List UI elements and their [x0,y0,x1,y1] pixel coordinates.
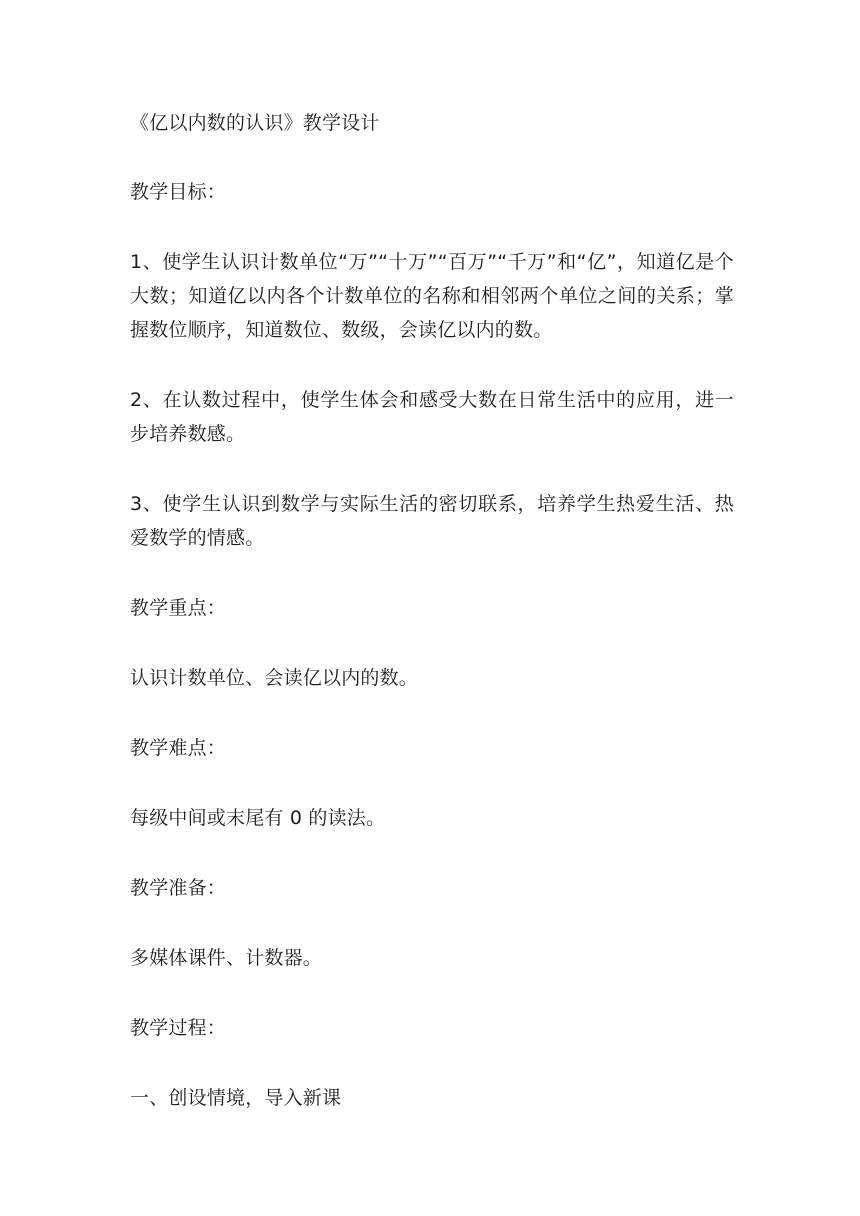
difficulties-text: 每级中间或末尾有 0 的读法。 [130,807,386,829]
difficulties-heading: 教学难点： [130,737,227,759]
key-points-text: 认识计数单位、会读亿以内的数。 [130,667,419,689]
process-heading: 教学过程： [130,1017,227,1039]
preparation-heading: 教学准备： [130,877,227,899]
objective-item-1: 1、使学生认识计数单位“万”“十万”“百万”“千万”和“亿”，知道亿是个大数；知道亿以内各个计数单位的名称和相邻两个单位之间的关系；掌握数位顺序，知道数位、数级，会读亿以内的数。 [130,251,734,341]
objective-item-2: 2、在认数过程中，使学生体会和感受大数在日常生活中的应用，进一步培养数感。 [130,389,734,445]
document-body [130,106,734,1151]
objective-item-3: 3、使学生认识到数学与实际生活的密切联系，培养学生热爱生活、热爱数学的情感。 [130,493,734,549]
objectives-heading: 教学目标： [130,181,227,203]
document-title: 《亿以内数的认识》教学设计 [130,112,380,134]
key-points-heading: 教学重点： [130,597,227,619]
preparation-text: 多媒体课件、计数器。 [130,947,323,969]
process-step-1: 一、创设情境，导入新课 [130,1087,342,1109]
